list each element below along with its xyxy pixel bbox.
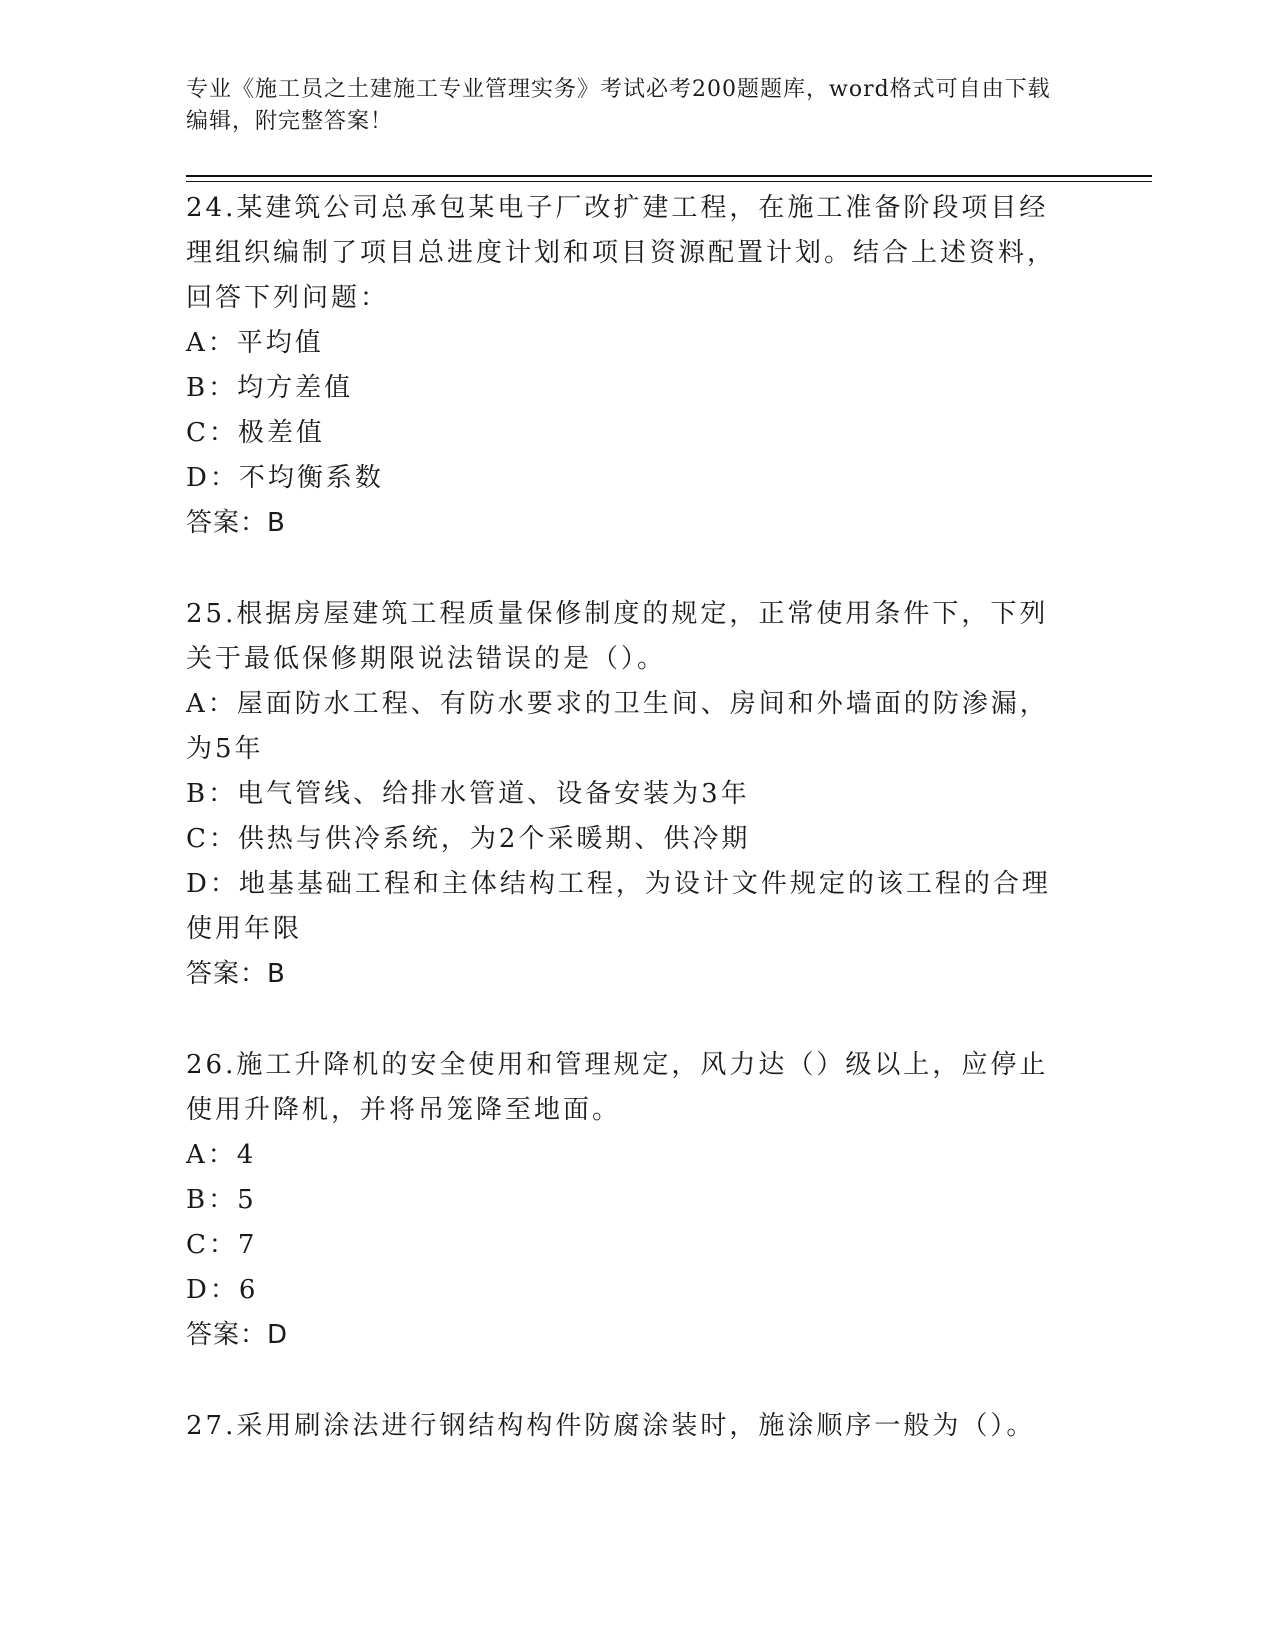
answer-line: 答案：B [186,959,286,989]
question-stem: 27.采用刷涂法进行钢结构构件防腐涂装时，施涂顺序一般为（）。 [186,1411,1036,1441]
option-c: C：极差值 [186,418,325,448]
header-rule-thin [186,181,1152,182]
option-c: C：7 [186,1230,258,1260]
header-rule-thick [186,175,1152,177]
question-24 [186,186,1086,546]
option-b: B：均方差值 [186,373,354,403]
question-stem: 25.根据房屋建筑工程质量保修制度的规定，正常使用条件下，下列关于最低保修期限说法错误的是（）。 [186,599,1049,674]
question-27 [186,1404,1086,1449]
option-d: D：地基基础工程和主体结构工程，为设计文件规定的该工程的合理使用年限 [186,869,1051,944]
question-25 [186,592,1086,997]
question-list [186,186,1086,1449]
answer-line: 答案：B [186,508,286,538]
option-a: A：4 [186,1140,257,1170]
option-b: B：5 [186,1185,257,1215]
document-header: 专业《施工员之土建施工专业管理实务》考试必考200题题库，word格式可自由下载编辑，附完整答案！ [186,77,1051,134]
option-b: B：电气管线、给排水管道、设备安装为3年 [186,779,750,809]
question-26 [186,1043,1086,1358]
question-stem: 24.某建筑公司总承包某电子厂改扩建工程，在施工准备阶段项目经理组织编制了项目总进度计划和项目资源配置计划。结合上述资料，回答下列问题： [186,193,1057,313]
question-stem: 26.施工升降机的安全使用和管理规定，风力达（）级以上，应停止使用升降机，并将吊笼降至地面。 [186,1050,1049,1125]
option-a: A：屋面防水工程、有防水要求的卫生间、房间和外墙面的防渗漏，为5年 [186,689,1049,764]
option-a: A：平均值 [186,328,324,358]
answer-line: 答案：D [186,1320,289,1350]
option-d: D：6 [186,1275,259,1305]
option-c: C：供热与供冷系统，为2个采暖期、供冷期 [186,824,751,854]
option-d: D：不均衡系数 [186,463,384,493]
